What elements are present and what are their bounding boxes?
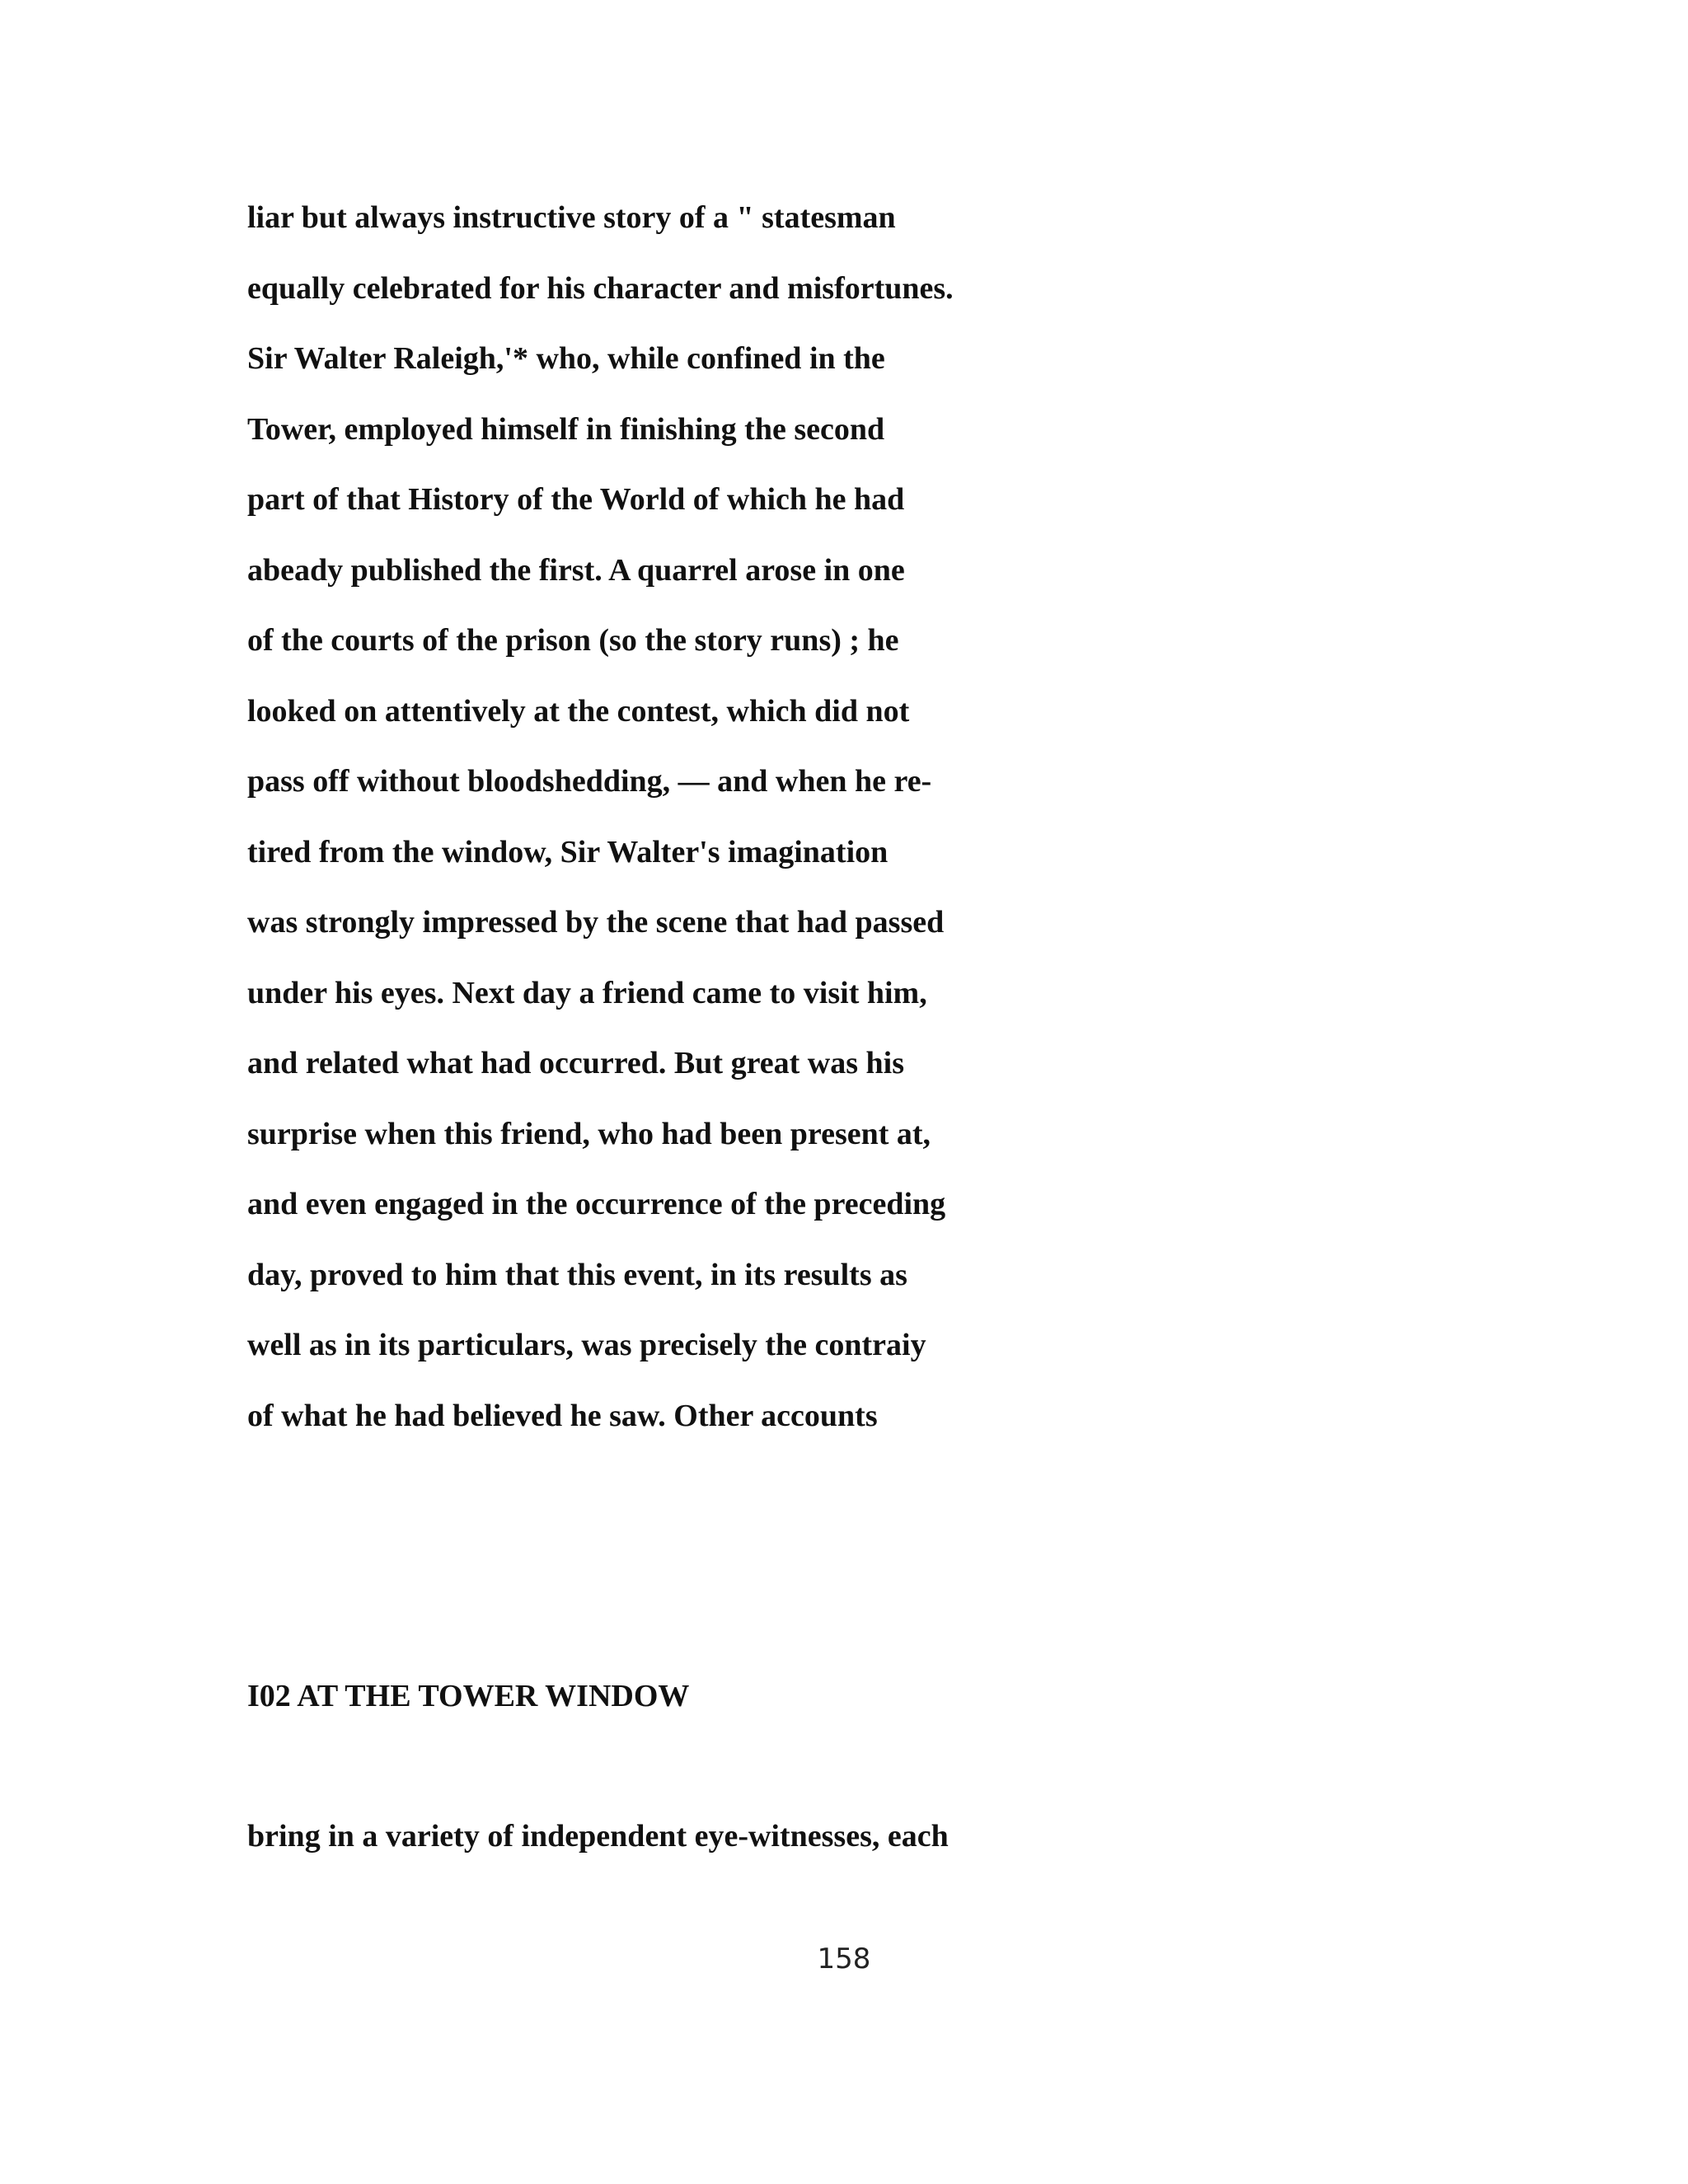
text-line: well as in its particulars, was precisely the contraiy <box>247 1328 926 1362</box>
text-line: looked on attentively at the contest, which did not <box>247 693 910 729</box>
text-line: abeady published the first. A quarrel arose in one <box>247 552 905 588</box>
text-line: day, proved to him that this event, in its results as <box>247 1257 907 1292</box>
body-text <box>247 194 1401 1463</box>
text-line: part of that History of the World of which he had <box>247 482 905 517</box>
text-line: of what he had believed he saw. Other accounts <box>247 1398 878 1433</box>
running-head: I02 AT THE TOWER WINDOW <box>247 1679 690 1713</box>
text-line: surprise when this friend, who had been present at, <box>247 1116 931 1151</box>
text-line: tired from the window, Sir Walter's imagination <box>247 834 889 869</box>
text-line: under his eyes. Next day a friend came to visit him, <box>247 975 927 1010</box>
text-line: was strongly impressed by the scene that had passed <box>247 905 945 940</box>
continuation-line: bring in a variety of independent eye-witnesses, each <box>247 1819 949 1854</box>
text-line: and related what had occurred. But great was his <box>247 1046 904 1080</box>
text-line: pass off without bloodshedding, — and when he re- <box>247 764 932 799</box>
text-line: liar but always instructive story of a " statesman <box>247 200 896 235</box>
text-line: and even engaged in the occurrence of the preceding <box>247 1187 946 1221</box>
text-line: Tower, employed himself in finishing the second <box>247 411 885 447</box>
text-line: equally celebrated for his character and misfortunes. <box>247 270 954 306</box>
text-line: of the courts of the prison (so the story runs) ; he <box>247 623 899 658</box>
page-number: 158 <box>817 1943 871 1975</box>
text-line: Sir Walter Raleigh,'* who, while confined in the <box>247 341 885 376</box>
